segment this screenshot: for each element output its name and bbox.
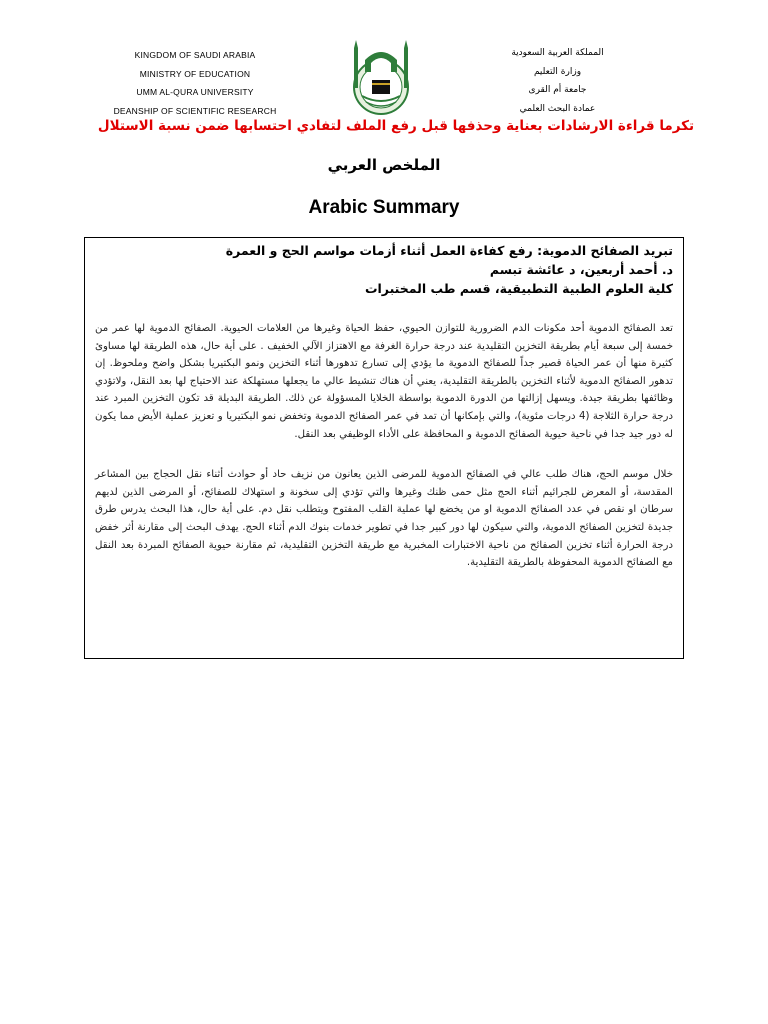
arabic-summary-title: الملخص العربي (327, 156, 441, 174)
university-logo (348, 38, 414, 116)
header-right-line: المملكة العربية السعودية (511, 48, 604, 58)
summary-paragraph-2: خلال موسم الحج، هناك طلب عالي في الصفائح الدموية للمرضى الذين يعانون من نزيف حاد أو حوادث أثناء نقل الحجاج بين المشاعر المقدسة، أو المعرض للجرائيم أثناء الحج مثل حمى ظنك وغيرها والتي تؤدي إلى سخونة و استهلاك للصفائح، أو المرضى الذين لديهم سرطان او نقص في عدد الصفائح الدموية او من يخضع لها عملية القلب المفتوح ويتطلب نقل دم. على أية حال، هذا البحث يدرس طرق جديدة لتخزين الصفائح الدموية، والتي سيكون لها دور كبير جدا في تطوير خدمات بنوك الدم أثناء الحج. يهدف البحث إلى مقارنة أثر خفض درجة الحرارة أثناء تخزين الصفائح من ناحية الاختبارات المخبرية مع طريقة التخزين التقليدية، ثم مقارنة حيوية الصفائح المبردة بعد النقل مع الصفائح الدموية المحفوظة بالطريقة التقليدية. (95, 469, 673, 569)
research-title: تبريد الصفائح الدموية: رفع كفاءة العمل أثناء أزمات مواسم الحج و العمرة (225, 243, 673, 258)
department-line: كلية العلوم الطبية التطبيقية، قسم طب المختبرات (364, 281, 673, 296)
header-left-line: DEANSHIP OF SCIENTIFIC RESEARCH (113, 105, 277, 116)
header-right-line: جامعة أم القرى (528, 85, 587, 95)
header-right-line: عمادة البحث العلمي (519, 103, 596, 114)
header-left-line: MINISTRY OF EDUCATION (139, 68, 251, 79)
header-right-line: وزارة التعليم (533, 66, 582, 77)
header-right-block (480, 44, 635, 118)
header-left-line: UMM AL-QURA UNIVERSITY (136, 87, 254, 97)
summary-paragraph-1: تعد الصفائح الدموية أحد مكونات الدم الضرورية للتوازن الحيوي، حفظ الحياة وغيرها من العلامات الحيوية. الصفائح الدموية لها عمر من خمسة إلى سبعة أيام بطريقة التخزين التقليدية عند درجة حرارة الغرفة مع الاهتزاز الآلي الخفيف . على أية حال، هذه الطريقة لها مساوئ كثيرة منها أن عمر الحياة قصير جداً للصفائح الدموية ما يؤدي إلى تسارع تدهورها أثناء التخزين ونمو البكتيريا بشكل واضح وملحوظ. إن تدهور الصفائح الدموية لأثناء التخزين بالطريقة التقليدية، يعني أن هناك تنشيط عالي ما يجعلها مستهلكة عند الاحتياج لها بعد النقل، ولاتؤدي وظائفها بطريقة جيدة. ويسهل إزالتها من الدورة الدموية بواسطة الخلايا المسؤولة عن ذلك. الطريقة البديلة قد تكون التخزين المبرد عند درجة حرارة الثلاجة (4 درجات مئوية)، والتي بإمكانها أن تمد في عمر الصفائح الدموية وتخفض نمو البكتيريا و تعزيز عملية الأيض مما يكون له دور جيد جدا في ناحية حيوية الصفائح الدموية و المحافظة على الأداء الوظيفي بعد النقل. (95, 323, 673, 440)
instructions-notice: تكرما قراءة الارشادات بعناية وحذفها قبل رفع الملف لتفادي احتسابها ضمن نسبة الاستلال (97, 118, 695, 134)
authors-line: د. أحمد أربعين، د عائشة تبسم (489, 262, 673, 277)
header-left-line: KINGDOM OF SAUDI ARABIA (134, 50, 256, 60)
english-summary-title: Arabic Summary (308, 197, 460, 218)
summary-box (84, 237, 684, 659)
header-left-block (100, 46, 290, 120)
